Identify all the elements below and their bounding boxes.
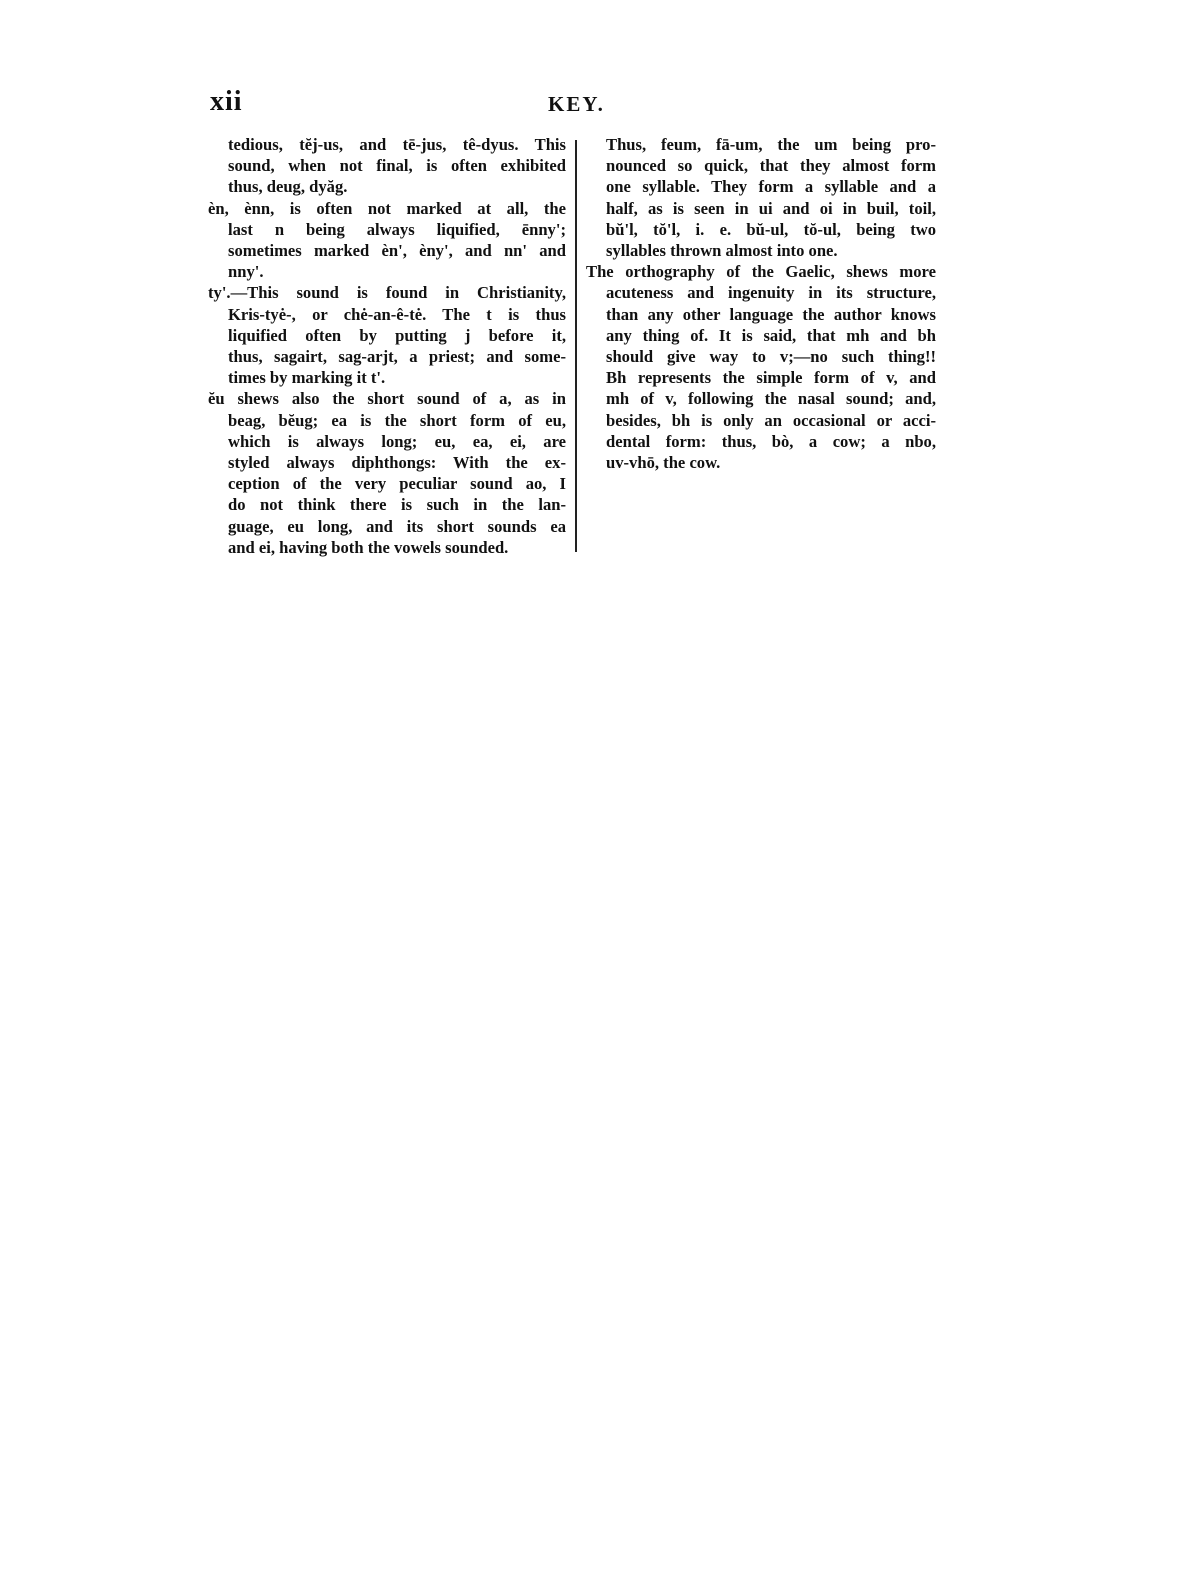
text-line: bŭ'l, tŏ'l, i. e. bŭ-ul, tŏ-ul, being two: [606, 219, 936, 239]
left-column: [208, 134, 566, 558]
text-line: beag, bĕug; ea is the short form of eu,: [228, 410, 566, 430]
running-head: KEY.: [548, 92, 605, 116]
text-line: last n being always liquified, ēnny';: [228, 219, 566, 239]
text-line: thus, sagairt, sag-arjt, a priest; and some-: [228, 347, 566, 367]
text-line: ѐn, ѐnn, is often not marked at all, the: [208, 198, 566, 218]
text-line: Bh represents the simple form of v, and: [606, 368, 936, 388]
text-line: mh of v, following the nasal sound; and,: [606, 389, 936, 409]
text-line: times by marking it t'.: [228, 368, 386, 388]
text-line: one syllable. They form a syllable and a: [606, 177, 936, 197]
text-line: syllables thrown almost into one.: [606, 241, 838, 261]
page-number: xii: [210, 86, 243, 117]
text-line: thus, deug, dyăg.: [228, 177, 348, 197]
text-line: sometimes marked ѐn', ѐny', and nn' and: [228, 241, 566, 261]
text-line: uv-vhō, the cow.: [606, 453, 721, 473]
text-line: The orthography of the Gaelic, shews more: [586, 262, 936, 282]
text-line: than any other language the author knows: [606, 304, 936, 324]
text-line: and ei, having both the vowels sounded.: [228, 537, 509, 557]
text-line: nounced so quick, that they almost form: [606, 156, 936, 176]
text-line: any thing of. It is said, that mh and bh: [606, 325, 936, 345]
text-line: besides, bh is only an occasional or acci-: [606, 410, 936, 430]
column-rule: [575, 140, 577, 552]
text-line: sound, when not final, is often exhibited: [228, 156, 566, 176]
text-line: half, as is seen in ui and oi in buil, toil,: [606, 198, 936, 218]
text-line: do not think there is such in the lan-: [228, 495, 566, 515]
text-line: ĕu shews also the short sound of a, as in: [208, 389, 566, 409]
text-line: acuteness and ingenuity in its structure,: [606, 283, 936, 303]
text-line: ty'.—This sound is found in Christianity,: [208, 283, 566, 303]
text-line: Thus, feum, fā-um, the um being pro-: [606, 135, 936, 154]
text-line: ception of the very peculiar sound ao, I: [228, 474, 566, 494]
text-line: styled always diphthongs: With the ex-: [228, 453, 566, 473]
text-line: should give way to v;—no such thing!!: [606, 347, 936, 367]
text-line: liquified often by putting j before it,: [228, 325, 566, 345]
text-line: nny'.: [228, 262, 264, 282]
right-column: [586, 134, 936, 473]
text-line: dental form: thus, bò, a cow; a nbo,: [606, 431, 936, 451]
text-line: which is always long; eu, ea, ei, are: [228, 431, 566, 451]
text-line: guage, eu long, and its short sounds ea: [228, 516, 566, 536]
text-line: Kris-tyė-, or chė-an-ê-tė. The t is thus: [228, 304, 566, 324]
text-line: tedious, tĕj-us, and tē-jus, tê-dyus. This: [228, 135, 566, 154]
